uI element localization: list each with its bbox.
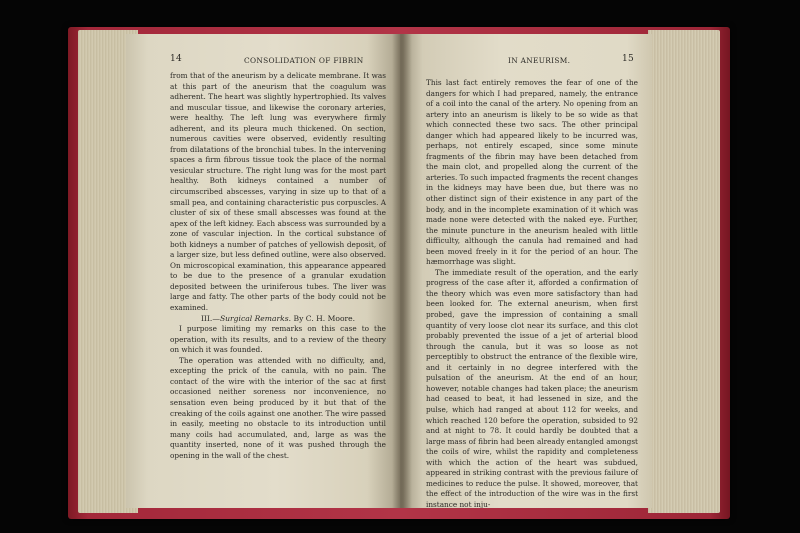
left-page-number: 14: [170, 54, 183, 64]
left-paragraph-2: I purpose limiting my remarks on this case to the operation, with its results, and to a review of the theory on which it was founded.: [170, 324, 386, 355]
section-heading: [170, 314, 386, 325]
right-paragraph-1: This last fact entirely removes the fear of one of the dangers for which I had prepared, namely, the entrance of a coil into the canal of the artery. No opening from an artery into an aneurism is likely to be so wide as that which connected these two sacs. The other principal danger which had appeared likely to be incurred was, perhaps, not entirely escaped, since some minute fragments of the fibrin may have been detached from the main clot, and propelled along the current of the arteries. To such impacted fragments the recent changes in the kidneys may have been due, but there was no other distinct sign of their existence in any part of the body, and in the incomplete examination of it which was made none were detected with the naked eye. Further, the minute puncture in the aneurism healed with little difficulty, although the canula had remained and had been moved freely in it for the period of an hour. The hæmorrhage was slight.: [426, 78, 638, 267]
left-paragraph-1: from that of the aneurism by a delicate membrane. It was at this part of the aneurism that the coagulum was adherent. The heart was slightly hypertrophied. Its valves and muscular tissue, and likewise the coronary arteries, were healthy. The left lung was everywhere firmly adherent, and its pleura much thickened. On section, numerous cavities were observed, evidently resulting from dilatations of the bronchial tubes. In the intervening spaces a firm fibrous tissue took the place of the normal vesicular structure. The right lung was for the most part healthy. Both kidneys contained a number of circumscribed abscesses, varying in size up to that of a small pea, and containing characteristic pus corpuscles. A cluster of six of these small abscesses was found at the apex of the left kidney. Each abscess was surrounded by a zone of vascular injection. In the cortical substance of both kidneys a number of patches of yellowish deposit, of a larger size, but less defined outline, were also observed. On microscopical examination, this appearance appeared to be due to the presence of a granular exudation deposited between the uriniferous tubes. The liver was large and fatty. The other parts of the body could not be examined.: [170, 71, 386, 313]
left-running-head: CONSOLIDATION OF FIBRIN: [244, 56, 364, 65]
right-page-body: [426, 78, 638, 508]
right-running-head: IN ANEURISM.: [508, 56, 571, 65]
book-gutter-shadow: [392, 34, 412, 508]
left-page: [126, 34, 400, 508]
left-paragraph-3: The operation was attended with no difficulty, and, excepting the prick of the canula, with no pain. The contact of the wire with the interior of the sac at first occasioned neither soreness nor inconvenience, no sensation even being produced by it but that of the creaking of the coils against one another. The wire passed in easily, meeting no obstacle to its introduction until many coils had accumulated, and, large as was the quantity inserted, none of it was pushed through the opening in the wall of the chest.: [170, 355, 386, 460]
left-page-body: [170, 71, 386, 461]
section-title: Surgical Remarks.: [219, 313, 292, 323]
right-paragraph-2: The immediate result of the operation, and the early progress of the case after it, afforded a confirmation of the theory which was even more satisfactory than had been looked for. The external aneurism, when first probed, gave the impression of containing a small quantity of very loose clot near its surface, and this clot probably prevented the issue of a jet of arterial blood through the canula, but it was so loose as not perceptibly to obstruct the entrance of the flexible wire, and it certainly in no degree interfered with the pulsation of the aneurism. At the end of an hour, however, notable changes had taken place; the aneurism had ceased to beat, it had lessened in size, and the pulse, which had ranged at about 112 for weeks, and which reached 120 before the operation, subsided to 92 and at night to 78. It could hardly be doubted that a large mass of fibrin had been already entangled amongst the coils of wire, whilst the rapidity and completeness with which the action of the heart was subdued, appeared in striking contrast with the previous failure of medicines to reduce the pulse. It showed, moreover, that the effect of the introduction of the wire was in the first instance not inju-: [426, 267, 638, 508]
right-page: [400, 34, 652, 508]
section-author: By C. H. Moore.: [293, 313, 356, 323]
section-number: III.—: [200, 313, 220, 323]
right-page-number: 15: [622, 54, 635, 64]
right-page-stack-edges: [648, 30, 720, 513]
